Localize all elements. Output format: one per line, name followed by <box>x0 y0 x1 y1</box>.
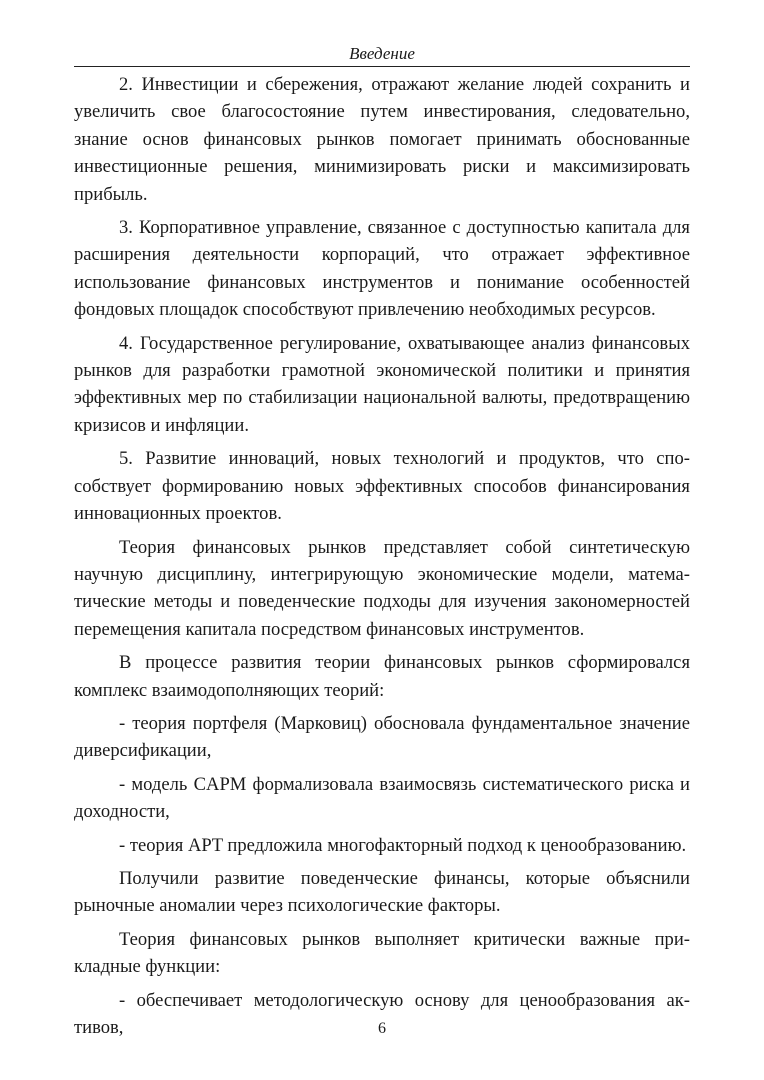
running-header: Введение <box>349 44 415 63</box>
list-item-asset-pricing: - обеспечивает методологическую основу для ценообразования активов, <box>74 989 690 1038</box>
paragraph-innovation: 5. Развитие инноваций, новых технологий и продуктов, что способствует формированию новых эффективных способов финансирования инновационных проектов. <box>74 448 690 525</box>
list-item-apt: - теория APT предложила многофакторный подход к ценообразованию. <box>119 834 687 856</box>
paragraph-corporate-governance: 3. Корпоративное управление, связанное с доступностью капитала для расширения деятельности корпораций, что отражает эффективное использование финансовых инструментов и понимание особенностей фондовых площадок способствуют привлечению необходимых ресурсов. <box>74 217 690 321</box>
paragraph-state-regulation: 4. Государственное регулирование, охватывающее анализ финансовых рынков для разработки грамотной экономической политики и принятия эффективных мер по стабилизации национальной валюты, предотвращению кризисов и инфляции. <box>74 332 690 436</box>
page-number: 6 <box>378 1020 386 1037</box>
paragraph-investments: 2. Инвестиции и сбережения, отражают желание людей сохранить и увеличить свое благосостояние путем инвестирования, следовательно, знание основ финансовых рынков помогает принимать обоснованные инвестиционные решения, минимизировать риски и максимизировать прибыль. <box>74 74 690 205</box>
list-item-portfolio-theory: - теория портфеля (Марковиц) обосновала фундаментальное значение диверсификации, <box>74 712 690 762</box>
paragraph-applied-functions: Теория финансовых рынков выполняет критически важные прикладные функции: <box>74 928 690 978</box>
paragraph-theory-definition: Теория финансовых рынков представляет собой синтетическую научную дисциплину, интегрирующую экономические модели, математические методы и поведенческие подходы для изучения закономерностей перемещения капитала посредством финансовых инструментов. <box>74 536 690 640</box>
body-text <box>74 71 690 1047</box>
header-rule <box>74 66 690 67</box>
list-item-capm: - модель CAPM формализовала взаимосвязь систематического риска и доходности, <box>74 773 690 823</box>
paragraph-behavioral-finance: Получили развитие поведенческие финансы, которые объяснили рыночные аномалии через психологические факторы. <box>74 867 690 917</box>
paragraph-theory-development: В процессе развития теории финансовых рынков сформировался комплекс взаимодополняющих теорий: <box>74 652 690 701</box>
